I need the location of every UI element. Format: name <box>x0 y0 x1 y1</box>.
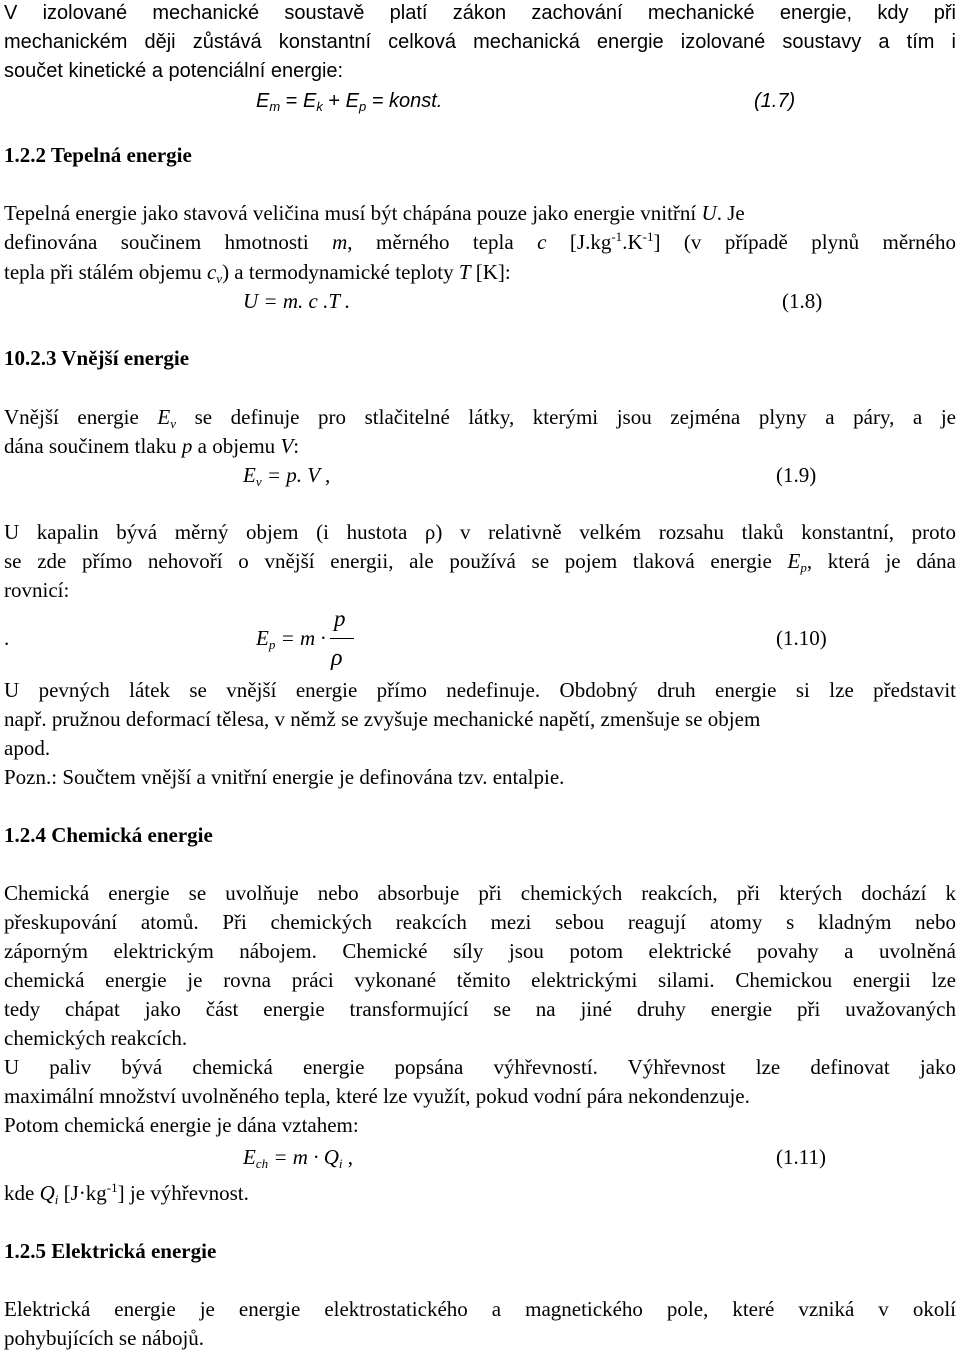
sec1023-p3-line-4: Pozn.: Součtem vnější a vnitřní energie je definována tzv. entalpie. <box>4 765 565 789</box>
intro-line-3: součet kinetické a potenciální energie: <box>4 60 344 82</box>
sec125-line-1: Elektrická energie je energie elektrostatického a magnetického pole, které vzniká v okolí <box>4 1297 956 1321</box>
sec124-line-7: U paliv bývá chemická energie popsána výhřevností. Výhřevnost lze definovat jako <box>4 1055 956 1079</box>
sec1023-line-2: dána součinem tlaku p a objemu V: <box>4 434 300 458</box>
heading-1-2-2: 1.2.2 Tepelná energie <box>4 143 192 167</box>
sec124-line-4: chemická energie je rovna práci vykonané těmito elektrickými silami. Chemickou energii lze <box>4 968 956 992</box>
sec122-line-3: tepla při stálém objemu $c_v$) a termodynamické teploty T [K]: <box>4 260 511 286</box>
equation-1-10: $E_p = m$ · <box>256 626 326 652</box>
sec124-definition: kde $Q_i$ $[J\cdot kg^{-1}]$ je výhřevnost. <box>4 1180 249 1207</box>
sec1023-p2-line-1: U kapalin bývá měrný objem (i hustota ρ) v relativně velkém rozsahu tlaků konstantní, proto <box>4 520 956 544</box>
sec1023-line-1: Vnější energie $E_v$ se definuje pro stlačitelné látky, kterými jsou zejména plyny a páry, a je <box>4 405 956 431</box>
heading-10-2-3: 10.2.3 Vnější energie <box>4 346 190 370</box>
sec1023-p3-line-2: např. pružnou deformací tělesa, v němž se zvyšuje mechanické napětí, zmenšuje se objem <box>4 707 761 731</box>
equation-1-8: U = m. c .T . <box>243 289 351 313</box>
equation-1-9: $E_v = p$. V , <box>243 463 331 489</box>
equation-leading-dot: . <box>4 626 10 650</box>
equation-1-7: $E_m = E_k + E_p$ = konst. <box>256 90 443 114</box>
equation-number-1-10: (1.10) <box>776 626 827 650</box>
sec124-line-6: chemických reakcích. <box>4 1026 188 1050</box>
equation-number-1-7: (1.7) <box>754 90 796 112</box>
fraction-bar <box>330 638 354 639</box>
fraction-numerator: p <box>334 606 346 631</box>
sec1023-p3-line-3: apod. <box>4 736 51 760</box>
sec1023-p2-line-3: rovnicí: <box>4 578 70 602</box>
sec124-line-3: záporným elektrickým nábojem. Chemické síly jsou potom elektrické povahy a uvolněná <box>4 939 956 963</box>
sec124-line-9: Potom chemická energie je dána vztahem: <box>4 1113 359 1137</box>
fraction-denominator: ρ <box>331 645 343 671</box>
sec122-line-2: definována součinem hmotnosti m, měrného tepla c $[J.kg^{-1}.K^{-1}]$ (v případě plynů měrného <box>4 229 956 254</box>
sec124-line-2: přeskupování atomů. Při chemických reakcích mezi sebou reagují atomy s kladným nebo <box>4 910 956 934</box>
sec124-line-5: tedy chápat jako část energie transformující se na jiné druhy energie při uvažovaných <box>4 997 956 1021</box>
sec122-line-1: Tepelná energie jako stavová veličina musí být chápána pouze jako energie vnitřní U. Je <box>4 201 745 225</box>
sec124-line-1: Chemická energie se uvolňuje nebo absorbuje při chemických reakcích, při kterých dochází k <box>4 881 956 905</box>
intro-line-2: mechanickém ději zůstává konstantní celková mechanická energie izolované soustavy a tím i <box>4 31 956 53</box>
equation-number-1-11: (1.11) <box>776 1145 826 1169</box>
intro-line-1: V izolované mechanické soustavě platí zákon zachování mechanické energie, kdy při <box>4 2 956 24</box>
sec125-line-2: pohybujících se nábojů. <box>4 1326 205 1350</box>
equation-1-11: $E_{ch} = m \cdot Q_i$ , <box>243 1145 353 1171</box>
heading-1-2-4: 1.2.4 Chemická energie <box>4 823 213 847</box>
equation-number-1-9: (1.9) <box>776 463 817 487</box>
sec124-line-8: maximální množství uvolněného tepla, které lze využít, pokud vodní pára nekondenzuje. <box>4 1084 750 1108</box>
sec1023-p3-line-1: U pevných látek se vnější energie přímo nedefinuje. Obdobný druh energie si lze představit <box>4 678 956 702</box>
sec1023-p2-line-2: se zde přímo nehovoří o vnější energii, ale používá se pojem tlaková energie $E_p$, která je dána <box>4 549 956 575</box>
equation-number-1-8: (1.8) <box>782 289 823 313</box>
heading-1-2-5: 1.2.5 Elektrická energie <box>4 1239 217 1263</box>
